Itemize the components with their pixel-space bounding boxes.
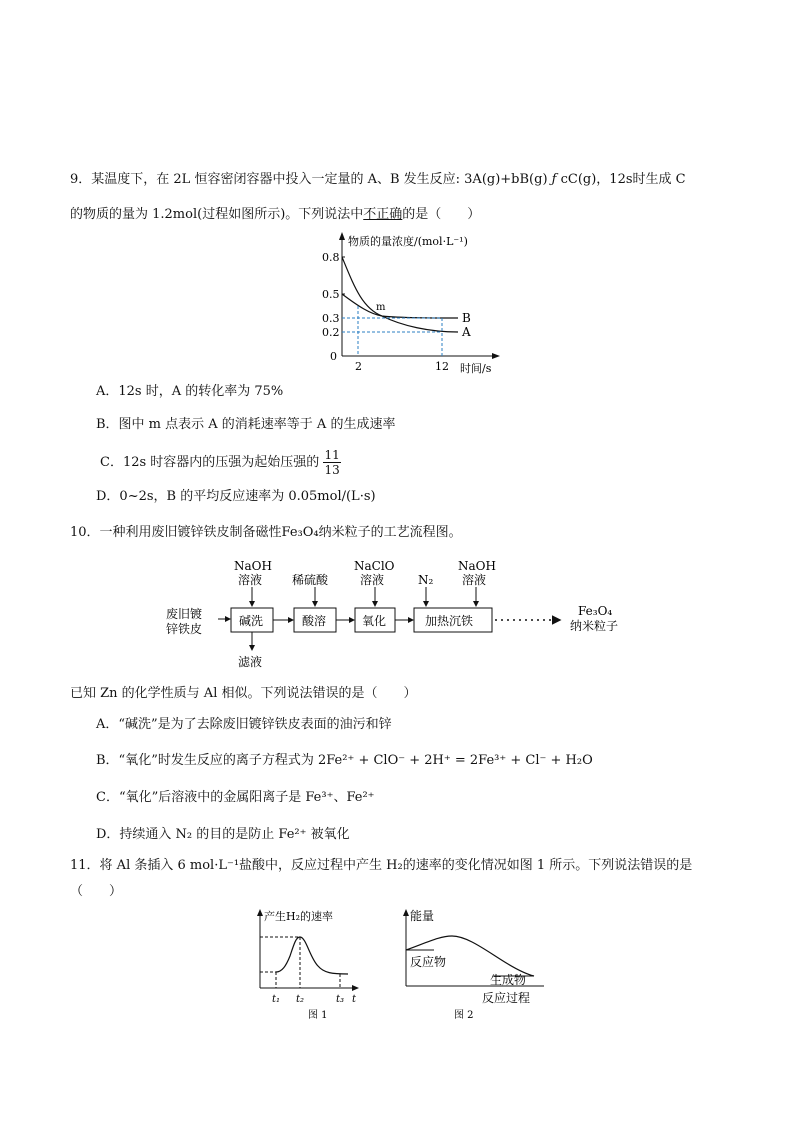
fig2-caption: 图 2 [454, 1010, 474, 1021]
fig2-product: 生成物 [490, 973, 527, 987]
q9-fraction-num: 11 [324, 448, 340, 462]
q9-ytick-0: 0 [330, 350, 337, 363]
reagent-naclo-b: 溶液 [360, 573, 385, 587]
q9-chart-xlabel: 时间/s [460, 362, 492, 375]
flow-step-alkali-wash-label: 碱洗 [239, 614, 264, 628]
q9-point-m: m [376, 302, 386, 313]
flow-waste: 滤液 [238, 655, 263, 669]
q11-figure-2 [398, 906, 548, 1022]
q10-option-c[interactable]: C．“氧化”后溶液中的金属阳离子是 Fe³⁺、Fe²⁺ [96, 790, 375, 805]
q9-option-c-text: C．12s 时容器内的压强为起始压强的 [100, 455, 320, 470]
flow-step-acid-dissolve-label: 酸溶 [302, 614, 327, 628]
q11-stem-paren: （ ） [70, 884, 123, 899]
q10-option-d[interactable]: D．持续通入 N₂ 的目的是防止 Fe²⁺ 被氧化 [96, 827, 350, 842]
q9-stem-end: 的是（ ） [402, 207, 481, 222]
q9-stem-underline: 不正确 [363, 207, 403, 222]
q9-series-A-label: A [462, 325, 471, 339]
q9-option-b[interactable]: B．图中 m 点表示 A 的消耗速率等于 A 的生成速率 [96, 417, 396, 432]
q9-ytick-05: 0.5 [322, 288, 340, 301]
flow-step-oxidize-label: 氧化 [362, 614, 387, 628]
fig2-ylabel: 能量 [410, 909, 435, 923]
fig1-caption: 图 1 [308, 1010, 328, 1021]
q9-stem-line2 [70, 205, 730, 225]
q9-ytick-08: 0.8 [322, 251, 340, 264]
q10-flowchart [160, 556, 640, 674]
reagent-naoh-2-b: 溶液 [462, 573, 487, 587]
q9-stem-line1 [70, 170, 730, 190]
q9-ytick-03: 0.3 [322, 312, 340, 325]
q10-option-a[interactable]: A．“碱洗”是为了去除废旧镀锌铁皮表面的油污和锌 [96, 717, 392, 732]
reagent-sulfuric: 稀硫酸 [292, 573, 329, 587]
q11-stem: 11．将 Al 条插入 6 mol·L⁻¹盐酸中，反应过程中产生 H₂的速率的变化情况如图 1 所示。下列说法错误的是 [70, 858, 693, 873]
q9-chart-ylabel: 物质的量浓度/(mol·L⁻¹) [348, 235, 468, 248]
q10-stem: 10．一种利用废旧镀锌铁皮制备磁性Fe₃O₄纳米粒子的工艺流程图。 [70, 525, 462, 540]
q9-eq-arrow: ƒ [551, 172, 557, 187]
q10-option-b[interactable]: B．“氧化”时发生反应的离子方程式为 2Fe²⁺ + ClO⁻ + 2H⁺ = 2Fe³⁺ + Cl⁻ + H₂O [96, 753, 593, 768]
q9-option-c[interactable] [100, 448, 341, 477]
q9-option-a[interactable]: A．12s 时，A 的转化率为 75% [96, 384, 284, 399]
fig1-xaxis: t [352, 994, 357, 1005]
q9-chart [320, 228, 510, 376]
flow-start-line1: 废旧镀 [166, 607, 203, 621]
fig2-xaxis: 反应过程 [482, 991, 531, 1005]
q9-series-B-label: B [462, 311, 471, 325]
fig1-rate-curve [276, 937, 348, 974]
q9-ytick-02: 0.2 [322, 326, 340, 339]
reagent-naoh-2-a: NaOH [458, 559, 496, 573]
fig2-reactant: 反应物 [410, 955, 447, 969]
fig1-xtick-t3: t₃ [336, 994, 345, 1005]
q9-option-c-fraction [323, 448, 340, 477]
q9-stem-text: 的物质的量为 1.2mol(过程如图所示)。下列说法中 [70, 207, 364, 222]
fig1-ylabel: 产生H₂的速率 [264, 910, 334, 923]
q9-stem-part2: cC(g)，12s时生成 C [556, 172, 686, 187]
q9-xtick-12: 12 [435, 360, 449, 373]
reagent-naoh-1-b: 溶液 [238, 573, 263, 587]
q9-option-d[interactable]: D．0~2s，B 的平均反应速率为 0.05mol/(L·s) [96, 489, 376, 504]
fig1-xtick-t1: t₁ [272, 994, 281, 1005]
flow-step-heat-precipitate-label: 加热沉铁 [425, 614, 474, 628]
reagent-n2: N₂ [418, 573, 434, 587]
q9-curve-A [342, 257, 458, 332]
q9-xtick-2: 2 [355, 360, 362, 373]
flow-start-line2: 锌铁皮 [166, 622, 203, 636]
q9-curve-B [342, 294, 458, 318]
flow-end-line1: Fe₃O₄ [578, 604, 613, 618]
q11-figure-1 [252, 906, 372, 1022]
q10-note: 已知 Zn 的化学性质与 Al 相似。下列说法错误的是（ ） [70, 686, 417, 701]
q9-stem-part1: 9．某温度下，在 2L 恒容密闭容器中投入一定量的 A、B 发生反应: 3A(g)+bB(g) [70, 172, 552, 187]
reagent-naclo-a: NaClO [354, 559, 395, 573]
flow-end-line2: 纳米粒子 [570, 619, 619, 633]
reagent-naoh-1-a: NaOH [234, 559, 272, 573]
fig1-xtick-t2: t₂ [296, 994, 305, 1005]
q9-fraction-den: 13 [324, 463, 340, 477]
